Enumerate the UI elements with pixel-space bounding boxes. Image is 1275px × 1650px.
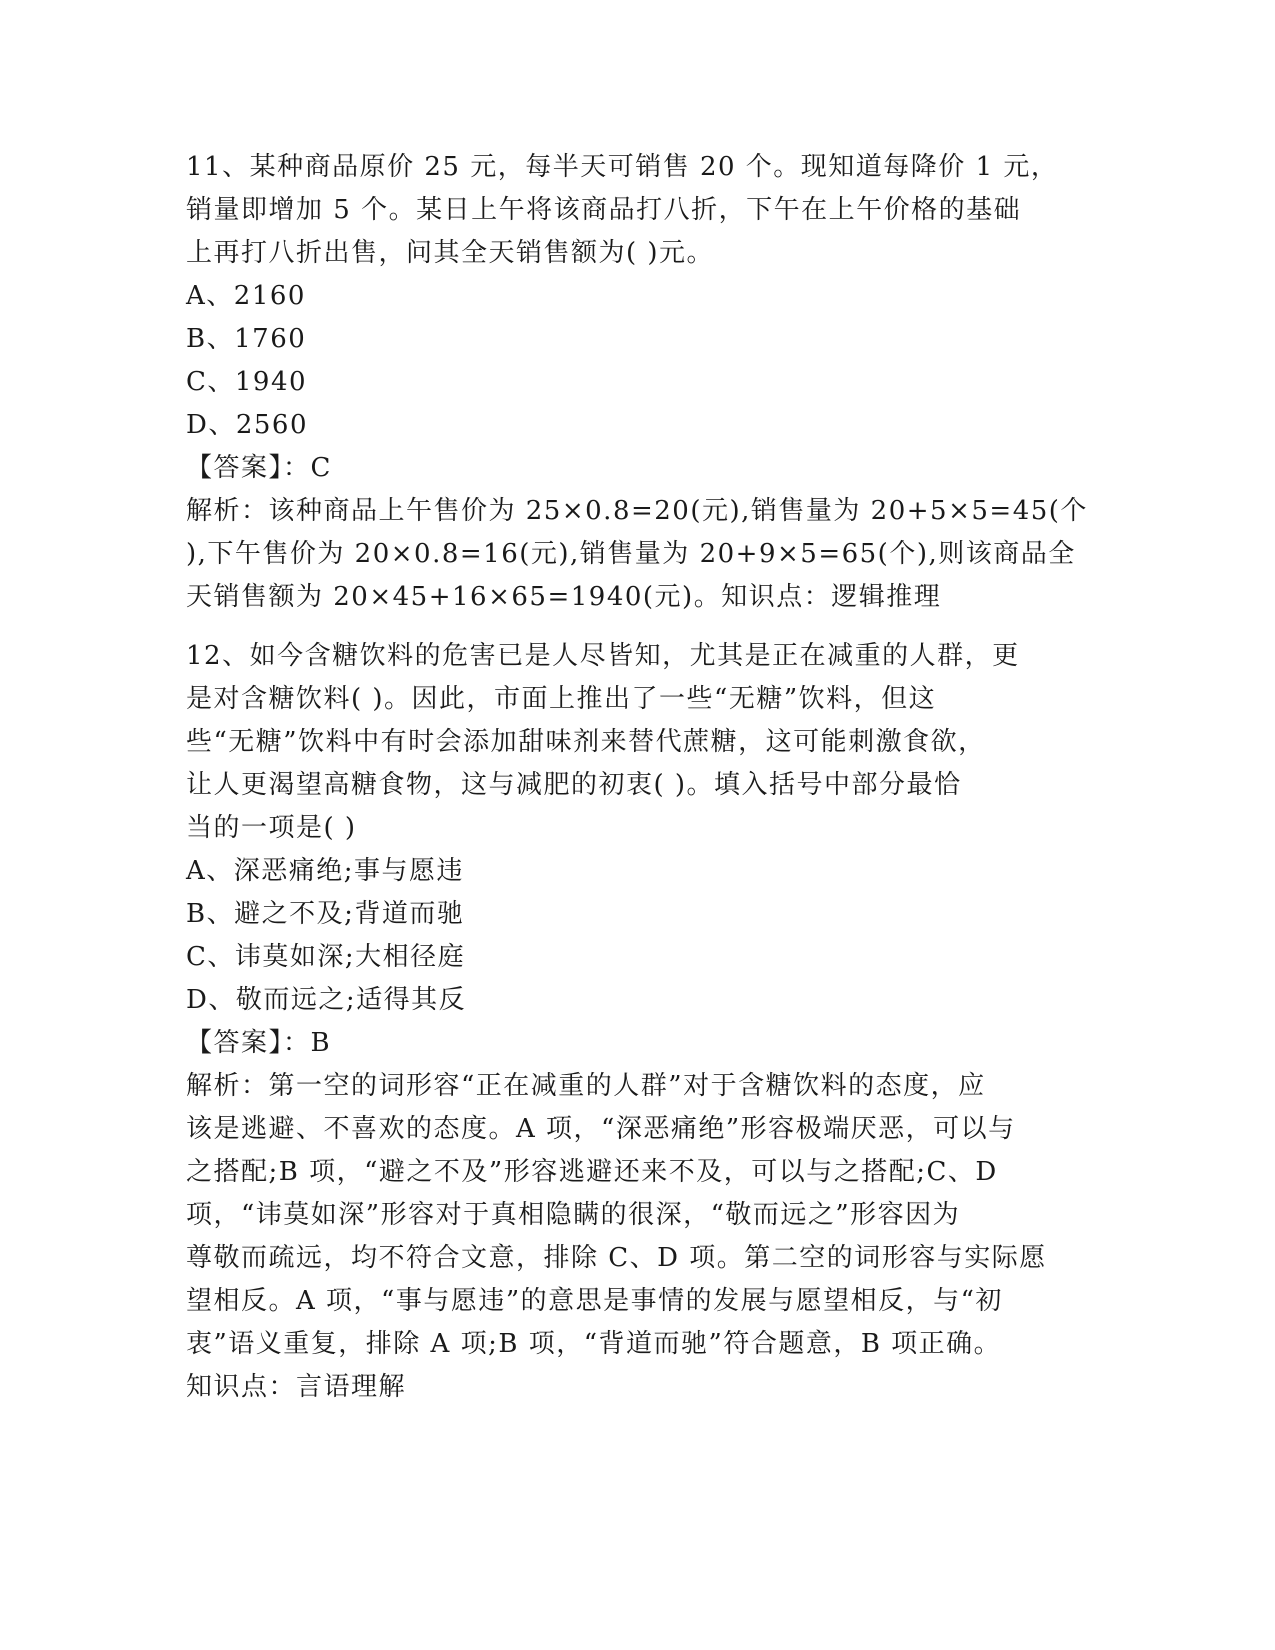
- analysis-line: 尊敬而疏远，均不符合文意，排除 C、D 项。第二空的词形容与实际愿: [186, 1243, 1047, 1273]
- analysis-line: 之搭配;B 项，“避之不及”形容逃避还来不及，可以与之搭配;C、D: [186, 1157, 998, 1187]
- option-c: C、1940: [186, 367, 308, 397]
- analysis-line: 天销售额为 20×45+16×65=1940(元)。知识点：逻辑推理: [186, 582, 942, 612]
- option-a: A、深恶痛绝;事与愿违: [186, 856, 465, 886]
- option-d: D、敬而远之;适得其反: [186, 985, 467, 1015]
- analysis-line: 该是逃避、不喜欢的态度。A 项，“深恶痛绝”形容极端厌恶，可以与: [186, 1114, 1016, 1144]
- analysis-line: 望相反。A 项，“事与愿违”的意思是事情的发展与愿望相反，与“初: [186, 1286, 1003, 1316]
- analysis-line: 项，“讳莫如深”形容对于真相隐瞒的很深，“敬而远之”形容因为: [186, 1200, 961, 1230]
- analysis-line: 解析：第一空的词形容“正在减重的人群”对于含糖饮料的态度，应: [186, 1071, 986, 1101]
- question-stem-line: 些“无糖”饮料中有时会添加甜味剂来替代蔗糖，这可能刺激食欲，: [186, 727, 986, 757]
- analysis-line: 衷”语义重复，排除 A 项;B 项，“背道而驰”符合题意，B 项正确。: [186, 1329, 1002, 1359]
- question-stem-line: 让人更渴望高糖食物，这与减肥的初衷( )。填入括号中部分最恰: [186, 770, 962, 800]
- answer-line: 【答案】：B: [186, 1028, 332, 1058]
- question-12: [186, 635, 1086, 1409]
- question-11: [186, 146, 1086, 619]
- analysis-line: 知识点：言语理解: [186, 1372, 407, 1402]
- document-page: [186, 146, 1086, 1425]
- question-stem-line: 是对含糖饮料( )。因此，市面上推出了一些“无糖”饮料，但这: [186, 684, 937, 714]
- option-b: B、1760: [186, 324, 307, 354]
- option-a: A、2160: [186, 281, 306, 311]
- answer-line: 【答案】：C: [186, 453, 332, 483]
- question-stem-line: 上再打八折出售，问其全天销售额为( )元。: [186, 238, 715, 268]
- question-stem-line: 销量即增加 5 个。某日上午将该商品打八折，下午在上午价格的基础: [186, 195, 1022, 225]
- option-b: B、避之不及;背道而驰: [186, 899, 465, 929]
- question-stem-line: 11、某种商品原价 25 元，每半天可销售 20 个。现知道每降价 1 元，: [186, 152, 1059, 182]
- question-stem-line: 12、如今含糖饮料的危害已是人尽皆知，尤其是正在减重的人群，更: [186, 641, 1020, 671]
- analysis-line: ),下午售价为 20×0.8=16(元),销售量为 20+9×5=65(个),则该商品全: [186, 539, 1076, 569]
- question-stem-line: 当的一项是( ): [186, 813, 357, 843]
- option-c: C、讳莫如深;大相径庭: [186, 942, 466, 972]
- option-d: D、2560: [186, 410, 309, 440]
- analysis-line: 解析：该种商品上午售价为 25×0.8=20(元),销售量为 20+5×5=45(个: [186, 496, 1088, 526]
